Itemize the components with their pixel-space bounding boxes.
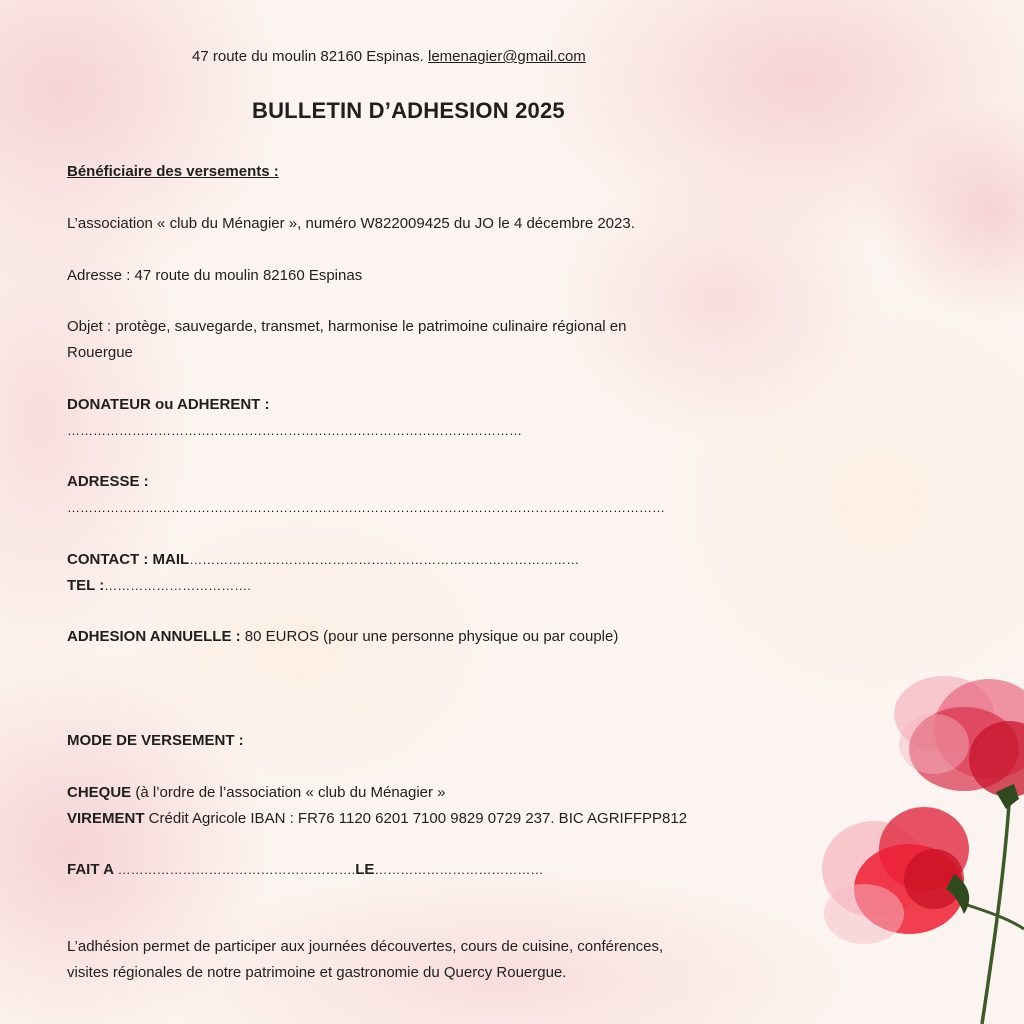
membership-label: ADHESION ANNUELLE : — [67, 628, 241, 645]
header-contact-line — [192, 44, 586, 70]
contact-mail-label: CONTACT : MAIL — [67, 551, 190, 568]
footer-line2: visites régionales de notre patrimoine et gastronomie du Quercy Rouergue. — [67, 964, 567, 981]
cheque-label: CHEQUE — [67, 784, 132, 801]
contact-tel-label: TEL : — [67, 577, 105, 594]
transfer-text: Crédit Agricole IBAN : FR76 1120 6201 7100 9829 0729 237. BIC AGRIFFPP812 — [144, 810, 688, 827]
transfer-label: VIREMENT — [67, 810, 145, 827]
contact-mail-row — [67, 547, 579, 573]
payment-heading: MODE DE VERSEMENT : — [67, 732, 244, 749]
place-dots: ………………………………………………. — [113, 862, 356, 877]
payment-transfer-row — [67, 806, 687, 832]
address-label: ADRESSE : — [67, 473, 149, 490]
cheque-text: (à l’ordre de l’association « club du Ménagier » — [131, 784, 446, 801]
membership-value: 80 EUROS (pour une personne physique ou par couple) — [240, 628, 619, 645]
header-email-link[interactable]: lemenagier@gmail.com — [428, 48, 586, 65]
association-address: Adresse : 47 route du moulin 82160 Espinas — [67, 267, 363, 284]
contact-tel-dots: ……………………………. — [104, 578, 251, 593]
place-label: FAIT A — [67, 861, 114, 878]
date-label: LE — [355, 861, 375, 878]
association-text: L’association « club du Ménagier », numéro W822009425 du JO le 4 décembre 2023. — [67, 215, 635, 232]
beneficiary-heading: Bénéficiaire des versements : — [67, 163, 279, 180]
donor-label: DONATEUR ou ADHERENT : — [67, 396, 270, 413]
page-title: BULLETIN D’ADHESION 2025 — [252, 98, 565, 123]
contact-tel-row — [67, 573, 251, 599]
header-address: 47 route du moulin 82160 Espinas. — [192, 48, 424, 65]
date-dots: ………………………………… — [374, 862, 544, 877]
signature-row — [67, 857, 543, 883]
donor-field-dots: …………………………………………………………………………………………… — [67, 423, 522, 438]
association-object-line2: Rouergue — [67, 344, 133, 361]
address-field-dots: ………………………………………………………………………………………………………………………… — [67, 500, 665, 515]
payment-cheque-row — [67, 780, 446, 806]
association-object-line1: Objet : protège, sauvegarde, transmet, harmonise le patrimoine culinaire régional en — [67, 318, 627, 335]
footer-line1: L’adhésion permet de participer aux journées découvertes, cours de cuisine, conférences, — [67, 938, 664, 955]
contact-mail-dots: ……………………………………………………………………………… — [189, 552, 580, 567]
membership-row — [67, 624, 618, 650]
poppy-flowers-illustration — [814, 674, 1024, 1024]
